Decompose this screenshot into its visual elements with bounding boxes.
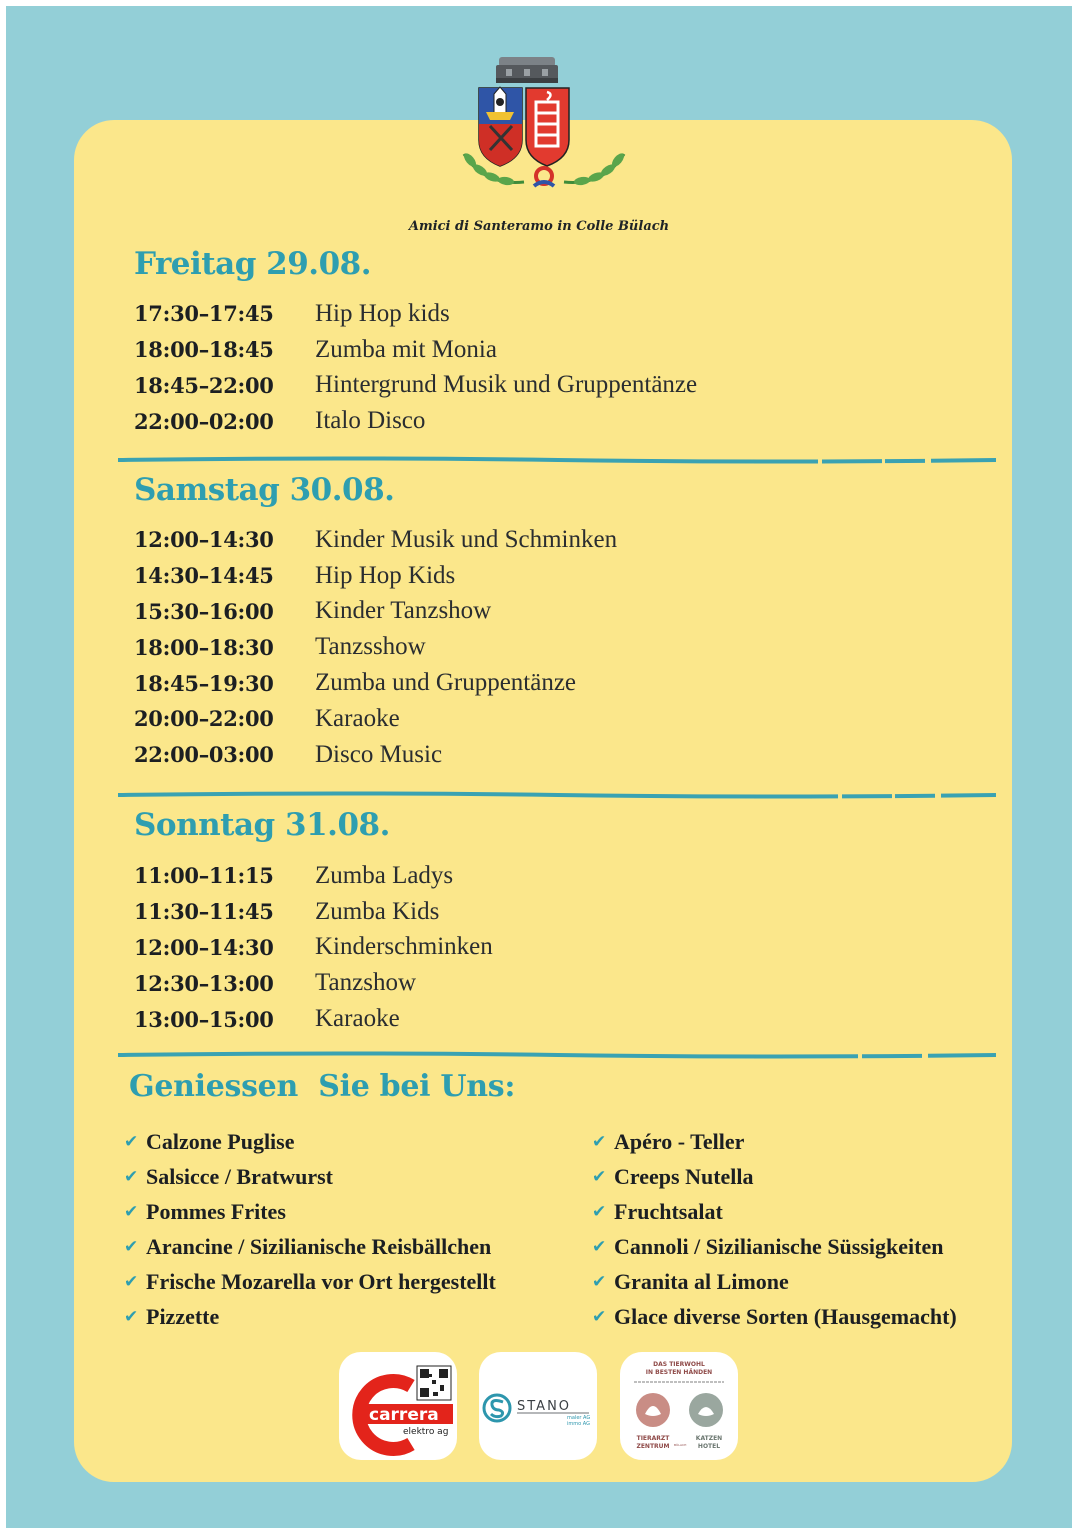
tierarzt-headline-2: IN BESTEN HÄNDEN	[645, 1369, 713, 1376]
day-title-friday: Freitag 29.08.	[134, 246, 372, 282]
food-section-title: Geniessen Sie bei Uns:	[129, 1069, 516, 1104]
schedule-row	[134, 701, 617, 737]
checkmark-icon: ✔	[124, 1166, 139, 1187]
activity: Disco Music	[315, 740, 443, 768]
schedule-row	[134, 296, 697, 332]
food-list-right	[592, 1124, 957, 1334]
list-item	[124, 1229, 496, 1264]
time-slot: 15:30–16:00	[134, 598, 274, 624]
schedule-row	[134, 629, 617, 665]
tierarzt-left-1: TIERARZT	[636, 1435, 670, 1442]
food-item: Fruchtsalat	[614, 1198, 723, 1224]
activity: Hintergrund Musik und Gruppentänze	[315, 371, 698, 399]
carrera-sub: elektro ag	[403, 1427, 449, 1437]
divider	[118, 1051, 996, 1059]
sponsor-tierarzt	[620, 1352, 738, 1460]
checkmark-icon: ✔	[124, 1236, 139, 1257]
food-item: Creeps Nutella	[614, 1163, 754, 1189]
tierarzt-right-2: HOTEL	[697, 1443, 721, 1450]
time-slot: 12:00–14:30	[134, 934, 274, 960]
day-title-saturday: Samstag 30.08.	[134, 472, 395, 508]
schedule-row	[134, 930, 493, 966]
food-item: Granita al Limone	[614, 1268, 789, 1294]
checkmark-icon: ✔	[124, 1271, 139, 1292]
food-item: Calzone Puglise	[146, 1128, 295, 1154]
activity: Tanzsshow	[315, 633, 426, 661]
checkmark-icon: ✔	[592, 1236, 607, 1257]
list-item	[592, 1194, 957, 1229]
schedule-row	[134, 858, 493, 894]
activity: Zumba und Gruppentänze	[315, 669, 577, 697]
activity: Zumba mit Monia	[315, 335, 497, 363]
food-item: Cannoli / Sizilianische Süssigkeiten	[614, 1233, 944, 1259]
activity: Zumba Kids	[315, 897, 440, 925]
schedule-row	[134, 522, 617, 558]
activity: Kinder Musik und Schminken	[315, 525, 618, 553]
time-slot: 18:00–18:45	[134, 337, 274, 363]
checkmark-icon: ✔	[124, 1201, 139, 1222]
divider	[118, 791, 996, 799]
food-item: Arancine / Sizilianische Reisbällchen	[146, 1233, 492, 1259]
list-item	[592, 1299, 957, 1334]
schedule-row	[134, 594, 617, 630]
tierarzt-tag: BÜLACH	[674, 1443, 687, 1447]
tierarzt-logo-icon	[620, 1352, 738, 1460]
stano-logo-icon	[479, 1352, 597, 1460]
list-item	[124, 1159, 496, 1194]
schedule-row	[134, 368, 697, 404]
checkmark-icon: ✔	[592, 1201, 607, 1222]
checkmark-icon: ✔	[592, 1131, 607, 1152]
checkmark-icon: ✔	[124, 1131, 139, 1152]
list-item	[592, 1124, 957, 1159]
checkmark-icon: ✔	[592, 1166, 607, 1187]
stano-name: STANO	[517, 1399, 572, 1414]
schedule-row	[134, 1001, 493, 1037]
time-slot: 17:30–17:45	[134, 301, 274, 327]
day-title-sunday: Sonntag 31.08.	[134, 807, 390, 843]
activity: Karaoke	[315, 704, 400, 732]
divider	[118, 456, 996, 464]
carrera-name: carrera	[369, 1405, 439, 1425]
time-slot: 22:00–03:00	[134, 742, 274, 768]
time-slot: 18:00–18:30	[134, 634, 274, 660]
time-slot: 22:00–02:00	[134, 408, 274, 434]
tierarzt-right-1: KATZEN	[695, 1435, 723, 1442]
schedule-sunday	[134, 858, 493, 1037]
time-slot: 20:00–22:00	[134, 706, 274, 732]
tierarzt-left-2: ZENTRUM	[636, 1443, 670, 1450]
schedule-row	[134, 737, 617, 773]
association-name: Amici di Santeramo in Colle Bülach	[408, 219, 670, 234]
poster-background	[6, 6, 1072, 1528]
activity: Hip Hop kids	[315, 299, 450, 327]
time-slot: 12:00–14:30	[134, 527, 274, 553]
schedule-row	[134, 665, 617, 701]
food-item: Glace diverse Sorten (Hausgemacht)	[614, 1303, 957, 1329]
food-item: Pizzette	[146, 1303, 220, 1329]
list-item	[124, 1194, 496, 1229]
list-item	[592, 1264, 957, 1299]
schedule-saturday	[134, 522, 617, 773]
checkmark-icon: ✔	[592, 1306, 607, 1327]
list-item	[592, 1229, 957, 1264]
food-list-left	[124, 1124, 496, 1334]
activity: Karaoke	[315, 1005, 400, 1033]
food-item: Frische Mozarella vor Ort hergestellt	[146, 1268, 496, 1294]
food-item: Salsicce / Bratwurst	[146, 1163, 333, 1189]
stano-sub2: immo AG	[567, 1421, 590, 1427]
activity: Zumba Ladys	[315, 861, 454, 889]
checkmark-icon: ✔	[592, 1271, 607, 1292]
sponsor-stano	[479, 1352, 597, 1460]
coat-of-arms-icon	[454, 54, 634, 194]
food-item: Pommes Frites	[146, 1198, 286, 1224]
stano-sub1: maler AG	[567, 1415, 591, 1421]
schedule-row	[134, 894, 493, 930]
list-item	[124, 1124, 496, 1159]
sponsor-carrera	[339, 1352, 457, 1460]
activity: Kinderschminken	[315, 933, 493, 961]
activity: Tanzshow	[315, 969, 417, 997]
schedule-row	[134, 558, 617, 594]
time-slot: 14:30–14:45	[134, 563, 274, 589]
list-item	[124, 1299, 496, 1334]
carrera-logo-icon	[339, 1352, 457, 1460]
schedule-row	[134, 332, 697, 368]
checkmark-icon: ✔	[124, 1306, 139, 1327]
list-item	[592, 1159, 957, 1194]
schedule-row	[134, 965, 493, 1001]
time-slot: 18:45–19:30	[134, 670, 274, 696]
schedule-row	[134, 403, 697, 439]
time-slot: 13:00–15:00	[134, 1006, 274, 1032]
activity: Italo Disco	[315, 407, 426, 435]
activity: Kinder Tanzshow	[315, 597, 492, 625]
food-item: Apéro - Teller	[614, 1128, 745, 1154]
tierarzt-headline-1: DAS TIERWOHL	[653, 1361, 705, 1368]
activity: Hip Hop Kids	[315, 561, 456, 589]
time-slot: 12:30–13:00	[134, 970, 274, 996]
time-slot: 11:00–11:15	[134, 863, 274, 889]
time-slot: 11:30–11:45	[134, 899, 274, 925]
time-slot: 18:45–22:00	[134, 372, 274, 398]
list-item	[124, 1264, 496, 1299]
schedule-friday	[134, 296, 697, 439]
